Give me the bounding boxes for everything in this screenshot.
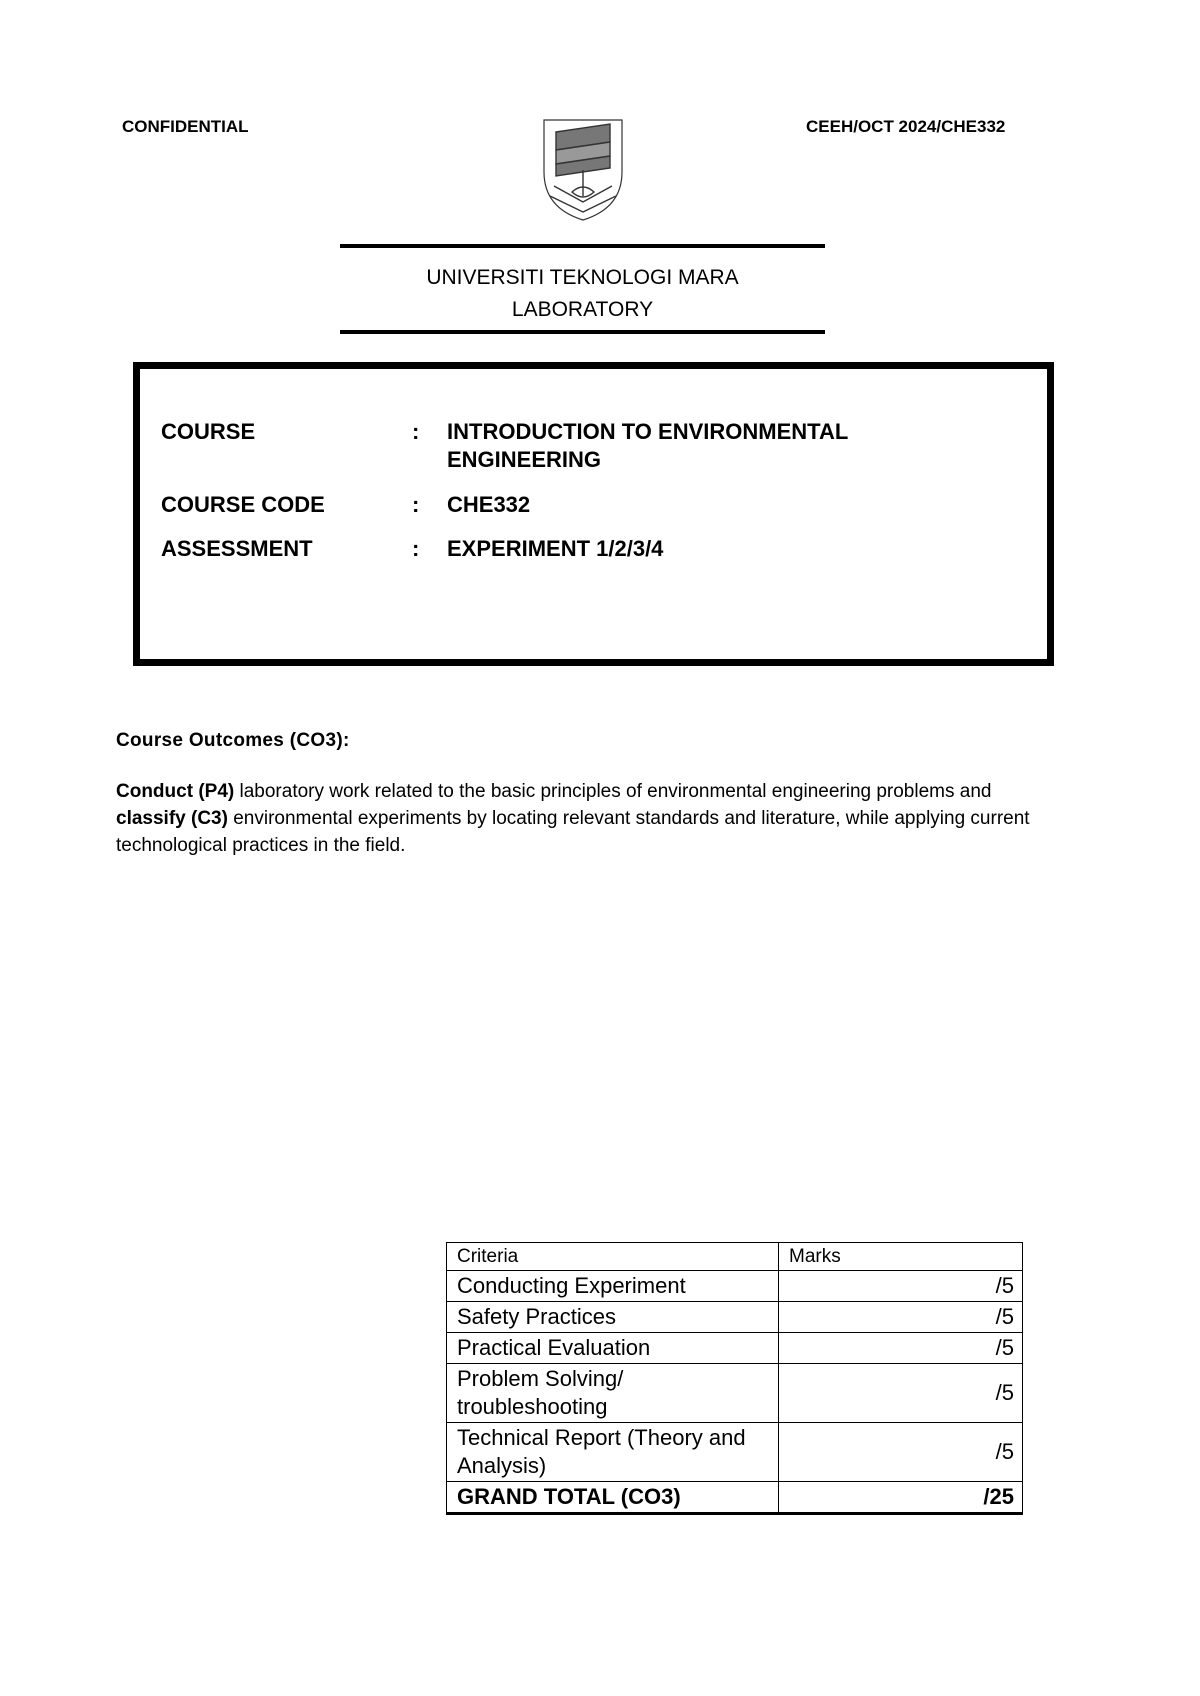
- co-text-part1: laboratory work related to the basic principles of environmental engineering problems and: [234, 781, 992, 802]
- table-header-row: [447, 1243, 1023, 1271]
- course-info-box: [133, 362, 1054, 666]
- institution-unit: LABORATORY: [511, 298, 654, 321]
- grand-total-row: [447, 1482, 1023, 1514]
- criteria-cell: Practical Evaluation: [447, 1333, 779, 1364]
- institution-title: [340, 262, 825, 326]
- co-text-part2: environmental experiments by locating relevant standards and literature, while applying current technological practices in the field.: [116, 808, 1030, 856]
- title-top-rule: [340, 244, 825, 248]
- table-row: [447, 1333, 1023, 1364]
- table-row: [447, 1271, 1023, 1302]
- course-code-value: CHE332: [447, 492, 531, 517]
- criteria-cell: Conducting Experiment: [447, 1271, 779, 1302]
- course-outcomes-text: [116, 778, 1046, 859]
- marks-header: Marks: [779, 1243, 1023, 1271]
- course-code-label: COURSE CODE: [161, 492, 325, 517]
- table-row: [447, 1423, 1023, 1482]
- course-label: COURSE: [161, 419, 256, 444]
- table-row: [447, 1364, 1023, 1423]
- marks-cell: /5: [779, 1271, 1023, 1302]
- grand-total-label: GRAND TOTAL (CO3): [447, 1482, 779, 1514]
- marks-cell: /5: [779, 1302, 1023, 1333]
- criteria-cell: Technical Report (Theory and Analysis): [447, 1423, 779, 1482]
- criteria-cell: Safety Practices: [447, 1302, 779, 1333]
- document-code: CEEH/OCT 2024/CHE332: [806, 117, 1006, 136]
- criteria-cell: Problem Solving/ troubleshooting: [447, 1364, 779, 1423]
- uitm-crest-icon: [536, 112, 630, 224]
- marks-cell: /5: [779, 1364, 1023, 1423]
- course-value: INTRODUCTION TO ENVIRONMENTAL ENGINEERING: [447, 419, 848, 472]
- assessment-label: ASSESSMENT: [161, 536, 313, 561]
- marks-table: [446, 1242, 1023, 1515]
- course-outcomes-heading: Course Outcomes (CO3):: [116, 730, 350, 751]
- course-colon: :: [412, 419, 420, 444]
- co-verb-conduct: Conduct (P4): [116, 781, 235, 802]
- assessment-colon: :: [412, 536, 420, 561]
- assessment-value: EXPERIMENT 1/2/3/4: [447, 536, 664, 561]
- title-bottom-rule: [340, 330, 825, 334]
- confidential-label: CONFIDENTIAL: [122, 117, 249, 136]
- institution-name: UNIVERSITI TEKNOLOGI MARA: [426, 266, 739, 289]
- marks-cell: /5: [779, 1333, 1023, 1364]
- marks-cell: /5: [779, 1423, 1023, 1482]
- course-code-colon: :: [412, 492, 420, 517]
- co-verb-classify: classify (C3): [116, 808, 228, 829]
- table-row: [447, 1302, 1023, 1333]
- grand-total-marks: /25: [779, 1482, 1023, 1514]
- criteria-header: Criteria: [447, 1243, 779, 1271]
